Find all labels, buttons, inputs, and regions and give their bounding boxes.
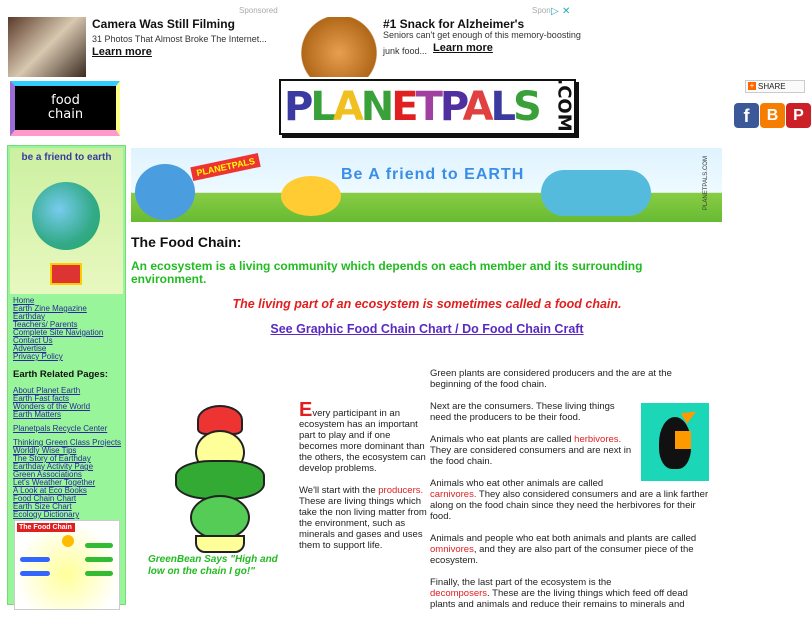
decomposers-term: decomposers [430, 588, 488, 599]
sidebar-group-2 [13, 425, 125, 433]
food-chain-chart-link[interactable]: See Graphic Food Chain Chart / Do Food Chain Craft [270, 322, 584, 336]
sidebar-link-thinking-green-class-projects[interactable]: Thinking Green Class Projects [13, 438, 122, 447]
ad-1[interactable] [8, 6, 288, 77]
paragraph: Next are the consumers. These living things need the producers to be their food. [430, 401, 615, 423]
share-label: SHARE [758, 82, 786, 91]
page-title: The Food Chain: [131, 234, 242, 250]
sponsored-label: Spon [532, 6, 551, 15]
ad-title[interactable]: #1 Snack for Alzheimer's [383, 17, 525, 31]
sidebar-link-earth-matters[interactable]: Earth Matters [13, 410, 62, 419]
ad-image[interactable] [8, 17, 86, 77]
sponsored-label: Sponsored [239, 6, 278, 15]
site-logo-text: PLANETPALS .COM [284, 78, 575, 132]
ad-title[interactable]: Camera Was Still Filming [92, 17, 235, 31]
greenbean-caption: GreenBean Says "High and low on the chain I go!" [148, 554, 278, 577]
paragraph: Animals and people who eat both animals and plants are called [430, 533, 697, 544]
paragraph: They also considered consumers and are a link farther along on the food chain since they need the herbivores for their food. [430, 489, 709, 522]
ad-learn-more[interactable]: Learn more [433, 42, 493, 54]
sidebar [7, 145, 126, 605]
planetpals-logo[interactable] [279, 79, 576, 135]
paragraph: Animals who eat other animals are called [430, 478, 604, 489]
sidebar-link-complete-site-navigation[interactable]: Complete Site Navigation [13, 328, 104, 337]
sidebar-link-earth-zine-magazine[interactable]: Earth Zine Magazine [13, 304, 87, 313]
herbivores-term: herbivores. [574, 434, 622, 445]
paragraph: , and they are also part of the consumer piece of the ecosystem. [430, 544, 694, 566]
ad-text: Seniors can't get enough of this memory-boosting junk food... [383, 30, 581, 56]
sidebar-link-earthday[interactable]: Earthday [13, 312, 46, 321]
chart-thumb-title: The Food Chain [17, 523, 75, 532]
carnivores-term: carnivores. [430, 489, 477, 500]
banner-side-text: PLANETPALS.COM [702, 156, 709, 210]
paragraph: Green plants are considered producers and the are at the beginning of the food chain. [430, 368, 672, 390]
food-chain-logo-text: food chain [47, 93, 84, 122]
greenbean-character-image [175, 405, 265, 555]
ad-text: 31 Photos That Almost Broke The Internet... [92, 34, 267, 44]
earth-character-icon [135, 164, 195, 220]
close-ad-icon[interactable]: ✕ [562, 6, 571, 17]
middle-column [299, 399, 427, 562]
ad-2[interactable] [300, 6, 581, 77]
sidebar-group-3 [13, 439, 125, 519]
living-part-text: The living part of an ecosystem is sometimes called a food chain. [232, 297, 622, 311]
pinterest-icon[interactable]: P [786, 103, 811, 128]
sidebar-link-about-planet-earth[interactable]: About Planet Earth [13, 386, 81, 395]
paragraph: We'll start with the [299, 485, 379, 496]
separator: / [45, 320, 50, 329]
sidebar-link-food-chain-chart[interactable]: Food Chain Chart [13, 494, 77, 503]
paragraph: Finally, the last part of the ecosystem is the [430, 577, 612, 588]
sidebar-link-earthday-activity-page[interactable]: Earthday Activity Page [13, 462, 94, 471]
sidebar-link-contact-us[interactable]: Contact Us [13, 336, 53, 345]
sidebar-link-ecology-dictionary[interactable]: Ecology Dictionary [13, 510, 80, 519]
adchoices-icon[interactable]: ▷ [551, 6, 559, 17]
sidebar-link-green-associations[interactable]: Green Associations [13, 470, 82, 479]
sidebar-link-privacy-policy[interactable]: Privacy Policy [13, 352, 63, 361]
drop-cap: E [299, 399, 313, 421]
facebook-icon[interactable]: f [734, 103, 759, 128]
food-chain-logo[interactable] [10, 81, 120, 136]
plus-icon: + [749, 81, 755, 90]
sidebar-link-the-story-of-earthday[interactable]: The Story of Earthday [13, 454, 91, 463]
be-a-friend-balloon-image[interactable] [10, 148, 123, 294]
paragraph: very participant in an ecosystem has an important part to play and if one becomes more dominant than the others, the ecosystem can develop problems. [299, 408, 426, 474]
intro-text: An ecosystem is a living community which depends on each member and its surrounding environment. [131, 259, 643, 286]
sidebar-link-parents[interactable]: Parents [49, 320, 78, 329]
planetpals-banner [131, 148, 722, 222]
paragraph: . These are the living things which feed off dead plants and animals and reduce their remains to minerals and [430, 588, 688, 610]
paragraph: These are living things which take the non living matter from the environment, such as minerals and gases and uses them to support life. [299, 496, 427, 551]
ad-image[interactable] [300, 17, 378, 77]
balloon-text: be a friend to earth [21, 152, 112, 163]
producers-term: producers. [378, 485, 424, 496]
balloon-icon [32, 182, 100, 250]
paragraph: They are considered consumers and are next in the food chain. [430, 445, 632, 467]
paragraph: Animals who eat plants are called [430, 434, 575, 445]
basket-icon [50, 263, 82, 285]
sidebar-link-teachers[interactable]: Teachers [13, 320, 46, 329]
sidebar-link-earth-size-chart[interactable]: Earth Size Chart [13, 502, 72, 511]
sidebar-link-planetpals-recycle-center[interactable]: Planetpals Recycle Center [13, 424, 108, 433]
omnivores-term: omnivores [430, 544, 474, 555]
food-chain-chart-thumbnail[interactable] [14, 520, 120, 610]
sidebar-nav [13, 297, 125, 361]
sidebar-link-wonders-of-the-world[interactable]: Wonders of the World [13, 402, 91, 411]
blogger-icon[interactable]: B [760, 103, 785, 128]
sidebar-link-home[interactable]: Home [13, 296, 35, 305]
sidebar-link-earth-fast-facts[interactable]: Earth Fast facts [13, 394, 70, 403]
ad-learn-more[interactable]: Learn more [92, 46, 152, 58]
sidebar-link-worldly-wise-tips[interactable]: Worldly Wise Tips [13, 446, 77, 455]
banner-brand: PLANETPALS [190, 153, 261, 181]
sidebar-group-1 [13, 387, 125, 419]
share-button[interactable] [745, 80, 805, 93]
right-column [430, 368, 715, 621]
banner-slogan: Be A friend to EARTH [341, 166, 525, 183]
sidebar-link-a-look-at-eco-books[interactable]: A Look at Eco Books [13, 486, 87, 495]
sidebar-link-advertise[interactable]: Advertise [13, 344, 47, 353]
sidebar-link-let-s-weather-together[interactable]: Let's Weather Together [13, 478, 96, 487]
cartoon-characters-icon [281, 176, 341, 216]
cartoon-characters-icon [541, 170, 651, 216]
earth-related-heading: Earth Related Pages: [13, 369, 109, 380]
sun-icon [62, 535, 74, 547]
